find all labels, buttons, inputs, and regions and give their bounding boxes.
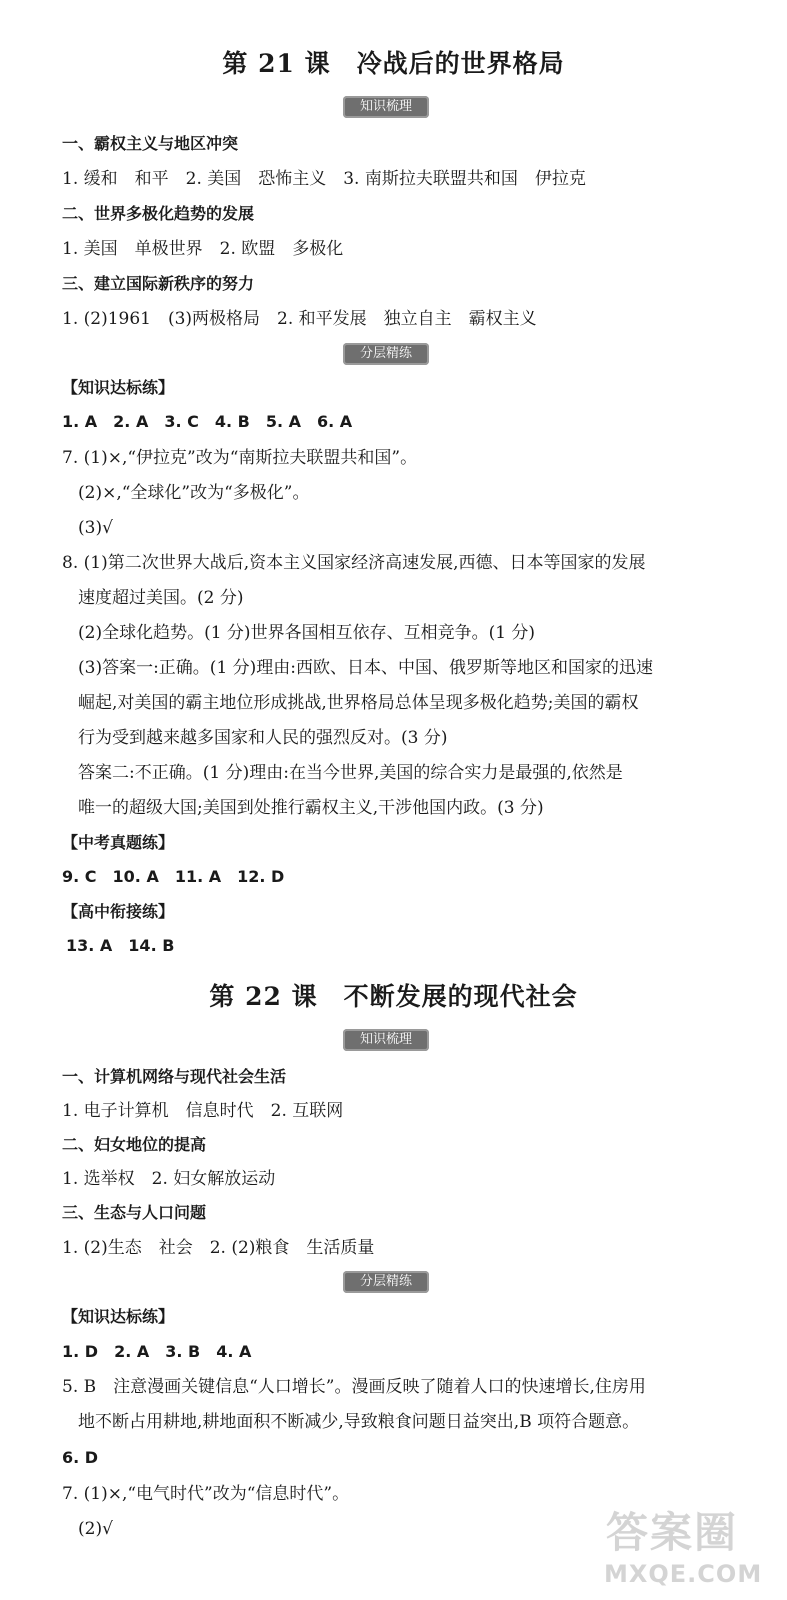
section-heading: 三、建立国际新秩序的努力 — [62, 274, 255, 293]
answer-line: 7. (1)×,“电气时代”改为“信息时代”。 — [62, 1484, 350, 1504]
knowledge-review-tag: 知识梳理 — [343, 96, 429, 118]
answer-line: 5. B 注意漫画关键信息“人口增长”。漫画反映了随着人口的快速增长,住房用 — [62, 1377, 646, 1397]
watermark-logo: 答案圈 — [606, 1508, 739, 1557]
site-watermark — [596, 1500, 776, 1592]
layered-practice-tag: 分层精练 — [343, 343, 429, 365]
answer-line: 答案二:不正确。(1 分)理由:在当今世界,美国的综合实力是最强的,依然是 — [78, 763, 623, 783]
watermark-url: MXQE.COM — [604, 1560, 763, 1588]
answer-line: 地不断占用耕地,耕地面积不断减少,导致粮食问题日益突出,B 项符合题意。 — [78, 1412, 640, 1432]
answer-line: 崛起,对美国的霸主地位形成挑战,世界格局总体呈现多极化趋势;美国的霸权 — [78, 693, 639, 713]
lesson-21-title: 第 21 课 冷战后的世界格局 — [222, 49, 565, 78]
answer-line: 1. 美国 单极世界 2. 欧盟 多极化 — [62, 239, 344, 259]
answer-line: (2)全球化趋势。(1 分)世界各国相互依存、互相竞争。(1 分) — [78, 623, 536, 643]
section-heading: 一、霸权主义与地区冲突 — [62, 134, 239, 153]
answer-line: 行为受到越来越多国家和人民的强烈反对。(3 分) — [78, 728, 448, 748]
layered-practice-tag: 分层精练 — [343, 1271, 429, 1293]
choice-answers: 6. D — [62, 1448, 99, 1467]
answer-line: 7. (1)×,“伊拉克”改为“南斯拉夫联盟共和国”。 — [62, 448, 418, 468]
practice-label: 【中考真题练】 — [62, 833, 175, 852]
answer-line: (3)答案一:正确。(1 分)理由:西欧、日本、中国、俄罗斯等地区和国家的迅速 — [78, 658, 654, 678]
section-heading: 三、生态与人口问题 — [62, 1203, 207, 1222]
answer-line: (2)√ — [78, 1519, 113, 1539]
practice-label: 【高中衔接练】 — [62, 902, 175, 921]
answer-line: 唯一的超级大国;美国到处推行霸权主义,干涉他国内政。(3 分) — [78, 798, 544, 818]
answer-line: (3)√ — [78, 518, 113, 538]
choice-answers: 9. C 10. A 11. A 12. D — [62, 867, 285, 886]
practice-label: 【知识达标练】 — [62, 1307, 175, 1326]
answer-line: (2)×,“全球化”改为“多极化”。 — [78, 483, 310, 503]
knowledge-review-tag: 知识梳理 — [343, 1029, 429, 1051]
answer-line: 速度超过美国。(2 分) — [78, 588, 244, 608]
answer-line: 1. (2)1961 (3)两极格局 2. 和平发展 独立自主 霸权主义 — [62, 309, 537, 329]
answer-line: 8. (1)第二次世界大战后,资本主义国家经济高速发展,西德、日本等国家的发展 — [62, 553, 646, 573]
section-heading: 二、妇女地位的提高 — [62, 1135, 207, 1154]
choice-answers: 1. D 2. A 3. B 4. A — [62, 1342, 252, 1361]
choice-answers: 1. A 2. A 3. C 4. B 5. A 6. A — [62, 412, 353, 431]
lesson-22-title: 第 22 课 不断发展的现代社会 — [209, 982, 578, 1011]
practice-label: 【知识达标练】 — [62, 378, 175, 397]
section-heading: 一、计算机网络与现代社会生活 — [62, 1067, 287, 1086]
answer-line: 1. 电子计算机 信息时代 2. 互联网 — [62, 1101, 344, 1121]
answer-line: 1. (2)生态 社会 2. (2)粮食 生活质量 — [62, 1238, 375, 1258]
answer-line: 1. 缓和 和平 2. 美国 恐怖主义 3. 南斯拉夫联盟共和国 伊拉克 — [62, 169, 586, 189]
section-heading: 二、世界多极化趋势的发展 — [62, 204, 255, 223]
choice-answers: 13. A 14. B — [66, 936, 175, 955]
answer-line: 1. 选举权 2. 妇女解放运动 — [62, 1169, 276, 1189]
